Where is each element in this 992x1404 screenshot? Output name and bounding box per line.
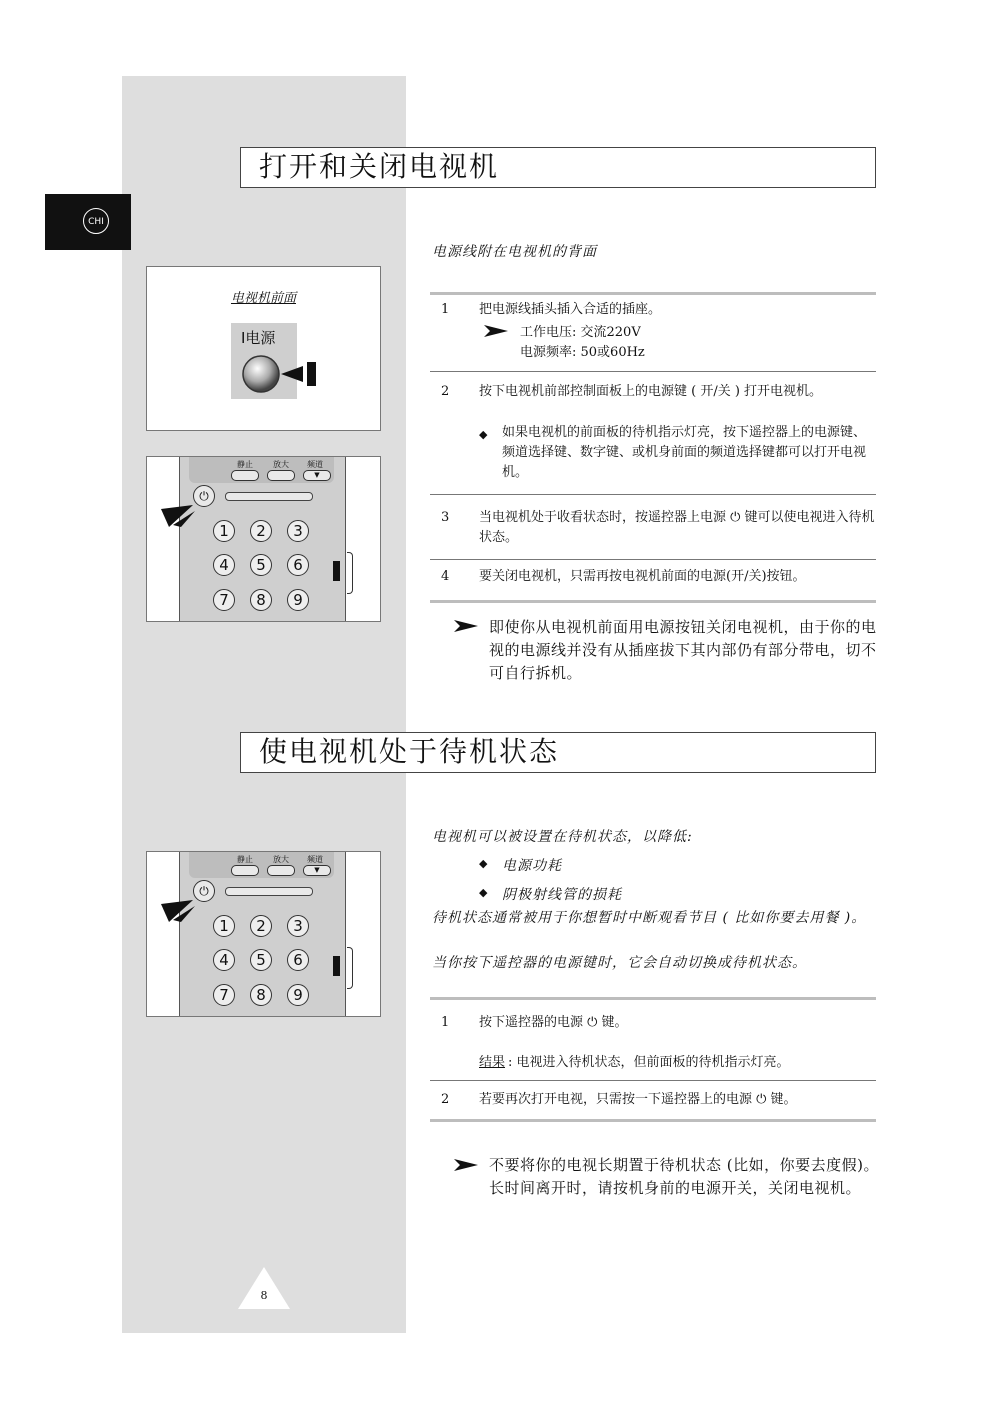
step-1-text: 把电源线插头插入合适的插座。 [479,302,662,317]
digit-8-button[interactable]: 8 [250,984,272,1006]
digit-1-button[interactable]: 1 [213,915,235,937]
digit-2-button[interactable]: 2 [250,520,272,542]
digit-1-button[interactable]: 1 [213,520,235,542]
digit-9-button[interactable]: 9 [287,984,309,1006]
arrow-pointer-icon [484,324,510,338]
section1-note: 即使你从电视机前面用电源按钮关闭电视机，由于你的电视的电源线并没有从插座拔下其内部仍有部分带电，切不可自行拆机。 [489,618,877,682]
tv-side-label [333,561,340,581]
digit-7-button[interactable]: 7 [213,984,235,1006]
side-slot [347,947,353,989]
rule [430,494,876,495]
digit-7-button[interactable]: 7 [213,589,235,611]
result-label: 结果 [479,1055,506,1070]
zoom-button[interactable] [267,470,295,481]
section2-intro: 电视机可以被设置在待机状态，以降低: [432,829,693,845]
mute-label: 静止 [237,460,253,469]
channel-down-button[interactable]: ▼ [303,470,331,481]
diamond-bullet-icon: ◆ [479,886,488,899]
rule [430,600,876,603]
tv-front-illustration [146,266,381,431]
mute-button[interactable] [231,470,259,481]
page-number-marker [238,1267,290,1309]
rule [430,1119,876,1122]
section2-para-1: 待机状态通常被用于你想暂时中断观看节目 ( 比如你要去用餐 )。 [432,910,867,926]
rule [430,559,876,560]
result-text: : 电视进入待机状态，但前面板的待机指示灯亮。 [508,1055,790,1070]
rule [430,997,876,1000]
step-4-text: 要关闭电视机，只需再按电视机前面的电源(开/关)按钮。 [479,569,806,584]
zoom-label: 放大 [273,460,289,469]
standby-step-1-text: 按下遥控器的电源 ⏻ 键。 [479,1015,628,1030]
digit-6-button[interactable]: 6 [287,554,309,576]
long-bar-button[interactable] [225,492,313,501]
pointer-arrow-icon [159,892,199,924]
rule [430,292,876,295]
power-knob-icon [241,353,331,395]
power-label: I电源 [241,329,276,347]
digit-3-button[interactable]: 3 [287,915,309,937]
side-slot [347,552,353,594]
digit-4-button[interactable]: 4 [213,554,235,576]
step-1-frequency: 电源频率: 50或60Hz [520,345,645,360]
digit-2-button[interactable]: 2 [250,915,272,937]
tv-front-caption: 电视机前面 [230,291,296,306]
diamond-bullet-icon: ◆ [479,428,488,441]
digit-3-button[interactable]: 3 [287,520,309,542]
mute-button[interactable] [231,865,259,876]
long-bar-button[interactable] [225,887,313,896]
grey-margin-band [122,76,406,1333]
remote-illustration-1 [146,456,381,622]
step-3-number: 3 [441,510,450,525]
arrow-pointer-icon [454,1158,480,1172]
diamond-bullet-icon: ◆ [479,857,488,870]
mute-label: 静止 [237,855,253,864]
step-2-number: 2 [441,384,450,399]
section-title-power: 打开和关闭电视机 [240,147,876,188]
standby-step-2-text: 若要再次打开电视，只需按一下遥控器上的电源 ⏻ 键。 [479,1092,797,1107]
step-2-text: 按下电视机前部控制面板上的电源键 ( 开/关 ) 打开电视机。 [479,384,823,399]
channel-label: 频道 [307,460,323,469]
section-title-standby: 使电视机处于待机状态 [240,732,876,773]
channel-label: 频道 [307,855,323,864]
step-1-voltage: 工作电压: 交流220V [520,325,641,340]
digit-5-button[interactable]: 5 [250,949,272,971]
arrow-pointer-icon [454,619,480,633]
step-1-number: 1 [441,302,450,317]
section2-para-2: 当你按下遥控器的电源键时，它会自动切换成待机状态。 [432,955,807,971]
rule [430,371,876,372]
zoom-button[interactable] [267,865,295,876]
step-2-bullet: 如果电视机的前面板的待机指示灯亮，按下遥控器上的电源键、频道选择键、数字键、或机身前面的频道选择键都可以打开电视机。 [502,425,867,480]
digit-9-button[interactable]: 9 [287,589,309,611]
digit-5-button[interactable]: 5 [250,554,272,576]
language-badge: CHI [83,208,109,234]
zoom-label: 放大 [273,855,289,864]
standby-step-1-number: 1 [441,1015,450,1030]
power-button[interactable]: ⏻ [193,880,215,902]
tv-side-label [333,956,340,976]
page-number: 8 [260,1289,268,1302]
section2-bullet-1: 电源功耗 [502,858,562,874]
section1-subhead: 电源线附在电视机的背面 [432,244,597,260]
power-button[interactable]: ⏻ [193,485,215,507]
rule [430,1080,876,1081]
digit-6-button[interactable]: 6 [287,949,309,971]
step-3-text: 当电视机处于收看状态时，按遥控器上电源 ⏻ 键可以使电视进入待机状态。 [479,510,875,545]
digit-8-button[interactable]: 8 [250,589,272,611]
standby-step-2-number: 2 [441,1092,450,1107]
digit-4-button[interactable]: 4 [213,949,235,971]
remote-illustration-2 [146,851,381,1017]
channel-down-button[interactable]: ▼ [303,865,331,876]
pointer-arrow-icon [159,497,199,529]
step-4-number: 4 [441,569,450,584]
section2-note: 不要将你的电视长期置于待机状态 (比如，你要去度假)。长时间离开时，请按机身前的电源开关，关闭电视机。 [489,1156,879,1197]
section2-bullet-2: 阴极射线管的损耗 [502,887,622,903]
